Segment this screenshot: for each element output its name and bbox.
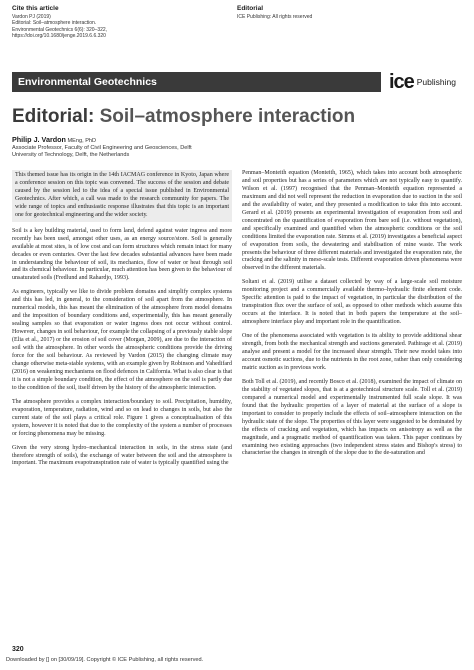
title-rest: Soil–atmosphere interaction [94,106,356,127]
page-number: 320 [12,646,24,653]
cite-heading: Cite this article [12,5,59,12]
cite-line: Vardon PJ (2019) [12,13,51,20]
body-paragraph: Soil is a key building material, used to form land, defend against water ingress and more recently has been used, amongst other uses, as an energy source/store. Soil is generally available at most sites, is of low cost and can form structures which remain intact for many decades or even centuries. Over the last few decades substantial advances have been made in understanding the behaviour of soil, its mechanics, flow of water or heat through soil and its chemical behaviour. In particular, much attention has been given to the behaviour of unsaturated soils (Fredlund and Rahardjo, 1993). [12,227,232,282]
publishing-logo-text: Publishing [416,77,456,87]
cite-line: Environmental Geotechnics 6(6): 320–322, [12,26,108,33]
article-title [12,106,355,128]
cite-line: Editorial: Soil–atmosphere interaction. [12,20,97,27]
column-right [242,170,462,464]
title-lead: Editorial: [12,106,95,127]
column-left [12,170,232,474]
editorial-heading: Editorial [237,5,264,12]
rights-text: ICE Publishing: All rights reserved [237,13,313,20]
author-name: Philip J. Vardon [12,135,66,144]
author-degree: MEng, PhD [65,138,97,144]
author-affiliation-1: Associate Professor, Faculty of Civil Engineering and Geosciences, Delft [12,145,192,151]
body-paragraph: Both Toll et al. (2019), and recently Bosco et al. (2018), examined the impact of climate on the stability of vegetated slopes, that is at a geotechnical structure scale. Toll et al. (2019) compared a numerical model and experimentally instrumented full scale slope. It was found that the hydraulic properties of a layer of material at the surface of a slope is important to consider to properly include the effects of soil–atmosphere interaction on the hydraulic state of the slope. The properties of this layer were suggested to be dominated by the effects of cracking and vegetation, which has impacts on anisotropy as well as the magnitude, and a pragmatic method of quantification was taken. This paper continues by examining two existing approaches (two independent stress states and Bishop's stress) to characterise the changes in strength of the slope due to the de-saturation and [242,378,462,457]
download-footer: Downloaded by [] on [30/09/19]. Copyright © ICE Publishing, all rights reserved. [6,657,204,663]
body-paragraph: One of the phenomena associated with vegetation is its ability to provide additional shear strength, from both the mechanical strength and suctions generated. Pathirage et al. (2019) analyse and present a model for the increased shear strength. Their new model takes into account osmotic suctions, due to the nutrients in the root zone, rather than only considering matric suction as in previous work. [242,333,462,371]
body-paragraph: Soltani et al. (2019) utilise a dataset collected by way of a large-scale soil moisture monitoring project and a commercially available thermo–hydraulic finite element code. Specific attention is paid to the impact of vegetation, in particular the distribution of the transpiration flux over the surface of soil, as opposed to other methods which assume this occurs at the interface. It is noted that in both papers the temperature at the soil–atmosphere interface play and important role in the quantification. [242,279,462,326]
cite-block [12,6,212,40]
body-paragraph: The atmosphere provides a complex interaction/boundary to soil. Precipitation, humidity, evaporation, temperature, radiation, wind and so on lead to changes in soils, but also the current state of the soil plays a critical role. Figure 1 gives a conceptualisation of this system, however it is noted that due to the complexity of the system a number of processes or forcing phenomena may be missing. [12,398,232,437]
journal-banner [12,72,462,92]
body-paragraph: Penman–Monteith equation (Monteith, 1965), which takes into account both atmospheric and soil properties but has a series of parameters which are not typically easy to quantify. Wilson et al. (1997) recognised that the Penman–Monteith equation represented a maximum and did not well represent the reduction in evaporation due to suction in the soil and the availability of water, and they presented a modification to take this into account. Gerard et al. (2019) presents an experimental investigation of evaporation from soil and concentrated on the quantification of evaporation from bare soil (i.e. without vegetation), and specifically examined and quantified when the atmospheric conditions or the soil conditions limited the evaporation rate. Simms et al. (2019) investigates a beneficial aspect of evaporation from soils, the dewatering and stabilisation of mine waste. The work presents the behaviour of three different materials and investigated the evaporation rate, the cracking and the salinity in meso-scale tests. Different evaporation driven phenomena were observed in the different materials. [242,170,462,272]
author-affiliation-2: University of Technology, Delft, the Netherlands [12,152,130,158]
body-paragraph: Given the very strong hydro–mechanical interaction in soils, in the stress state (and therefore strength of soils), the exchange of water between the soil and the atmosphere is important. The maximum evapotranspiration rate of water is typically quantified using the [12,444,232,467]
ice-logo-text: ice [388,70,414,93]
intro-paragraph: This themed issue has its origin in the 14th IACMAG conference in Kyoto, Japan where a conference session on this topic was convened. The success of the session and debate caused by the session led to the idea of a special issue published in Environmental Geotechnics. After which, a call was made to the research community for papers. The wide range of topics and enthusiastic response illustrates that this topic is an important one for geotechnical engineering and the wider society. [12,170,232,222]
ice-publishing-logo [381,68,462,96]
author-block [12,136,312,159]
journal-name: Environmental Geotechnics [18,76,157,88]
cite-line[interactable]: https://doi.org/10.1680/jenge.2019.6.6.320 [12,33,106,40]
editorial-header [237,6,462,20]
body-paragraph: As engineers, typically we like to divide problem domains and simplify complex systems and this has led, in general, to the consideration of soil apart from the atmosphere. In numerical models, this has meant the elimination of the atmosphere from model domains and the imposition of boundary conditions and, experimentally, this has meant generally sealing samples so that evaporation or water ingress does not occur without control. However, changes in soil behaviour, for example the collapsing of a previously stable slope (Elia et al., 2017) or the erosion of soil cover (Morgan, 2009), are due to the interaction of soil with the atmosphere. In other words the atmospheric conditions provide the driving force for the soil behaviour. As reviewed by Vardon (2015) the changing climate may change otherwise meta-stable systems, with an example given by Robinson and Vahedifard (2016) on weakening mechanisms on flood defences in California. What is also clear is that it is not a simple boundary condition, the effect of the atmosphere on the soil is partly due to the condition of the soil, itself driven by the history of the atmospheric interaction. [12,289,232,391]
